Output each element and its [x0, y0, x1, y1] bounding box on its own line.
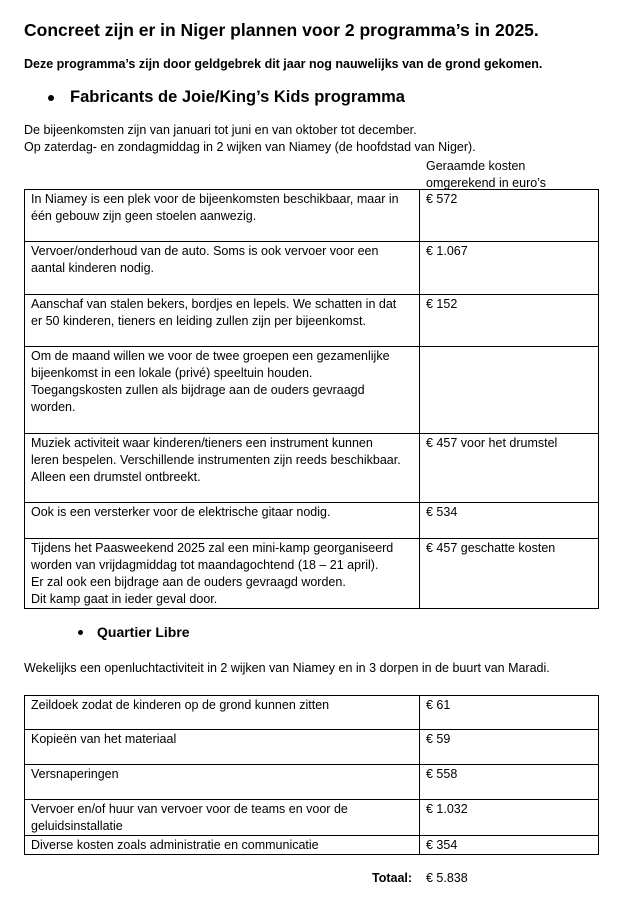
row-amount: € 152 — [420, 295, 599, 347]
section-heading-fabricants — [48, 88, 405, 107]
description-line: Versnaperingen — [31, 767, 119, 781]
description-line: Kopieën van het materiaal — [31, 732, 177, 746]
row-description — [25, 696, 420, 730]
description-line: Diverse kosten zoals administratie en communicatie — [31, 838, 319, 852]
section1-intro-line: Op zaterdag- en zondagmiddag in 2 wijken van Niamey (de hoofdstad van Niger). — [24, 140, 476, 154]
row-description — [25, 836, 420, 855]
section-heading-label: Fabricants de Joie/King’s Kids programma — [70, 88, 405, 106]
description-line: Om de maand willen we voor de twee groepen een gezamenlijke — [31, 349, 390, 363]
table-row — [25, 242, 599, 295]
description-line: leren bespelen. Verschillende instrumenten zijn reeds beschikbaar. — [31, 453, 401, 467]
row-amount: € 1.032 — [420, 800, 599, 836]
row-description — [25, 503, 420, 539]
cost-table-fabricants — [24, 189, 599, 609]
row-amount: € 1.067 — [420, 242, 599, 295]
table-row — [25, 539, 599, 609]
table-row — [25, 503, 599, 539]
table-row — [25, 800, 599, 836]
description-line: één gebouw zijn geen stoelen aanwezig. — [31, 209, 257, 223]
table-row — [25, 295, 599, 347]
table-row — [25, 347, 599, 434]
section-heading-label: Quartier Libre — [97, 624, 190, 640]
table-row — [25, 765, 599, 800]
description-line: In Niamey is een plek voor de bijeenkomsten beschikbaar, maar in — [31, 192, 399, 206]
row-amount: € 61 — [420, 696, 599, 730]
row-description — [25, 539, 420, 609]
row-amount: € 457 geschatte kosten — [420, 539, 599, 609]
description-line: Toegangskosten zullen als bijdrage aan de ouders gevraagd — [31, 383, 365, 397]
row-description — [25, 347, 420, 434]
row-description — [25, 242, 420, 295]
bullet-icon — [48, 95, 54, 101]
description-line: aantal kinderen nodig. — [31, 261, 155, 275]
section-heading-quartier-libre — [78, 624, 190, 640]
table-row — [25, 730, 599, 765]
description-line: Ook is een versterker voor de elektrische gitaar nodig. — [31, 505, 331, 519]
description-line: worden van vrijdagmiddag tot maandagochtend (18 – 21 april). — [31, 558, 379, 572]
row-description — [25, 800, 420, 836]
description-line: Aanschaf van stalen bekers, bordjes en lepels. We schatten in dat — [31, 297, 397, 311]
page-subtitle: Deze programma’s zijn door geldgebrek dit jaar nog nauwelijks van de grond gekomen. — [24, 57, 543, 71]
description-line: worden. — [31, 400, 76, 414]
table-row — [25, 434, 599, 503]
row-description — [25, 295, 420, 347]
row-amount: € 354 — [420, 836, 599, 855]
description-line: Vervoer/onderhoud van de auto. Soms is ook vervoer voor een — [31, 244, 379, 258]
table-row — [25, 696, 599, 730]
row-description — [25, 730, 420, 765]
total-label: Totaal: — [372, 871, 413, 885]
section2-intro: Wekelijks een openluchtactiviteit in 2 wijken van Niamey en in 3 dorpen in de buurt van Maradi. — [24, 661, 550, 675]
bullet-icon — [78, 630, 83, 635]
description-line: Tijdens het Paasweekend 2025 zal een mini-kamp georganiseerd — [31, 541, 394, 555]
cost-table-quartier-libre — [24, 695, 599, 855]
row-amount: € 558 — [420, 765, 599, 800]
description-line: geluidsinstallatie — [31, 819, 123, 833]
row-amount: € 534 — [420, 503, 599, 539]
row-description — [25, 190, 420, 242]
description-line: Vervoer en/of huur van vervoer voor de teams en voor de — [31, 802, 348, 816]
page-title: Concreet zijn er in Niger plannen voor 2 programma’s in 2025. — [24, 20, 539, 40]
description-line: Er zal ook een bijdrage aan de ouders gevraagd worden. — [31, 575, 346, 589]
row-amount: € 457 voor het drumstel — [420, 434, 599, 503]
row-description — [25, 765, 420, 800]
row-amount: € 59 — [420, 730, 599, 765]
total-value: € 5.838 — [426, 871, 468, 885]
section1-intro-line: De bijeenkomsten zijn van januari tot juni en van oktober tot december. — [24, 123, 417, 137]
cost-column-header — [426, 158, 606, 192]
table-row — [25, 836, 599, 855]
description-line: Alleen een drumstel ontbreekt. — [31, 470, 201, 484]
cost-header-line: omgerekend in euro’s — [426, 176, 546, 190]
description-line: Dit kamp gaat in ieder geval door. — [31, 592, 218, 606]
description-line: Zeildoek zodat de kinderen op de grond kunnen zitten — [31, 698, 330, 712]
table-row — [25, 190, 599, 242]
row-amount: € 572 — [420, 190, 599, 242]
description-line: Muziek activiteit waar kinderen/tieners een instrument kunnen — [31, 436, 373, 450]
cost-header-line: Geraamde kosten — [426, 159, 526, 173]
row-description — [25, 434, 420, 503]
row-amount — [420, 347, 599, 434]
description-line: er 50 kinderen, tieners en leiding zullen zijn per bijeenkomst. — [31, 314, 366, 328]
description-line: bijeenkomst in een lokale (privé) speeltuin houden. — [31, 366, 313, 380]
